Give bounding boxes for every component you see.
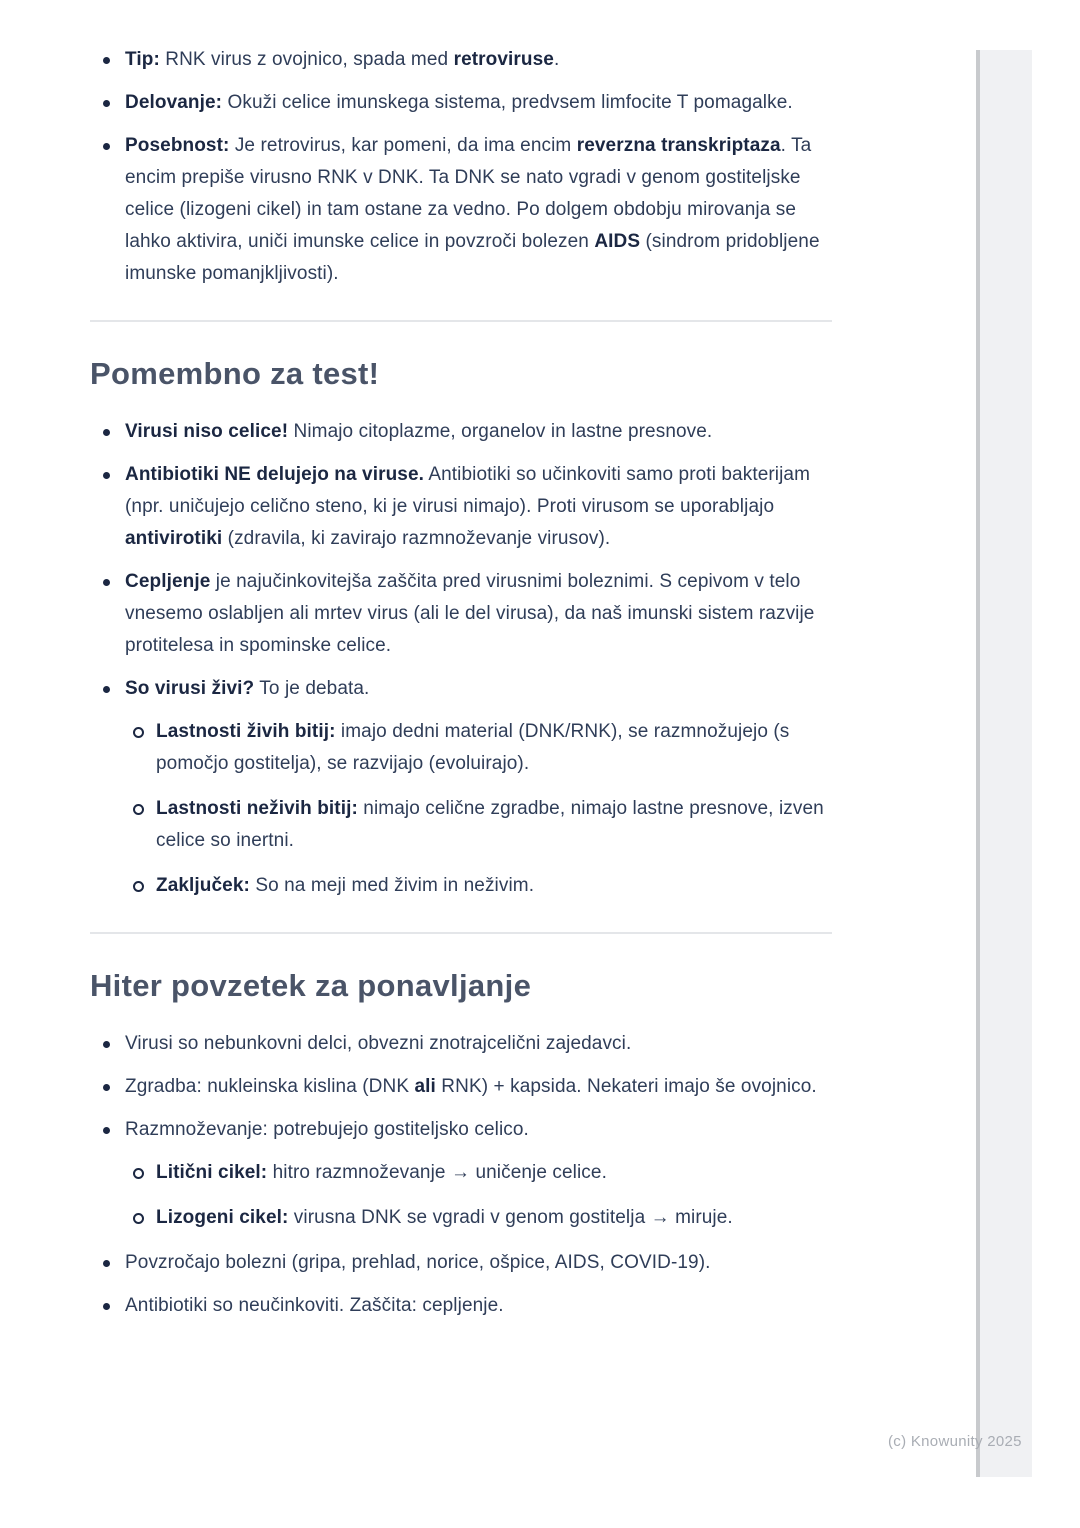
copyright-watermark: (c) Knowunity 2025	[888, 1433, 1022, 1450]
section-pomembno-za-test	[90, 356, 832, 902]
list-item	[90, 1247, 832, 1279]
list-item-text: Litični cikel: hitro razmnoževanje → uničenje celice.	[156, 1162, 607, 1183]
disc-bullet-icon	[103, 143, 110, 150]
list-item	[90, 130, 832, 290]
list-item	[90, 793, 832, 857]
list-item-text: Lizogeni cikel: virusna DNK se vgradi v genom gostitelja → miruje.	[156, 1207, 733, 1228]
list-item-text: Virusi so nebunkovni delci, obvezni znotrajcelični zajedavci.	[125, 1033, 632, 1054]
section-heading: Pomembno za test!	[90, 356, 380, 391]
disc-bullet-icon	[103, 1127, 110, 1134]
circle-bullet-icon	[133, 1213, 144, 1224]
list-item	[90, 87, 832, 119]
disc-bullet-icon	[103, 57, 110, 64]
circle-bullet-icon	[133, 881, 144, 892]
list-item	[90, 1202, 832, 1234]
list-item	[90, 1290, 832, 1322]
list-item-text: Virusi niso celice! Nimajo citoplazme, organelov in lastne presnove.	[125, 421, 713, 442]
disc-bullet-icon	[103, 579, 110, 586]
circle-bullet-icon	[133, 1168, 144, 1179]
list-item	[90, 1071, 832, 1103]
section-list	[90, 1028, 832, 1322]
intro-list	[90, 44, 832, 290]
list-item	[90, 459, 832, 555]
list-item-text: Tip: RNK virus z ovojnico, spada med retroviruse.	[125, 49, 560, 70]
list-item	[90, 716, 832, 780]
list-item-text: Cepljenje je najučinkovitejša zaščita pred virusnimi boleznimi. S cepivom v telo vnesemo oslabljen ali mrtev virus (ali le del virusa), da naš imunski sistem razvije protitelesa in spominske celice.	[125, 571, 815, 656]
list-item-text: Povzročajo bolezni (gripa, prehlad, norice, ošpice, AIDS, COVID-19).	[125, 1252, 711, 1273]
document-content	[90, 0, 832, 1333]
list-item-text: Antibiotiki so neučinkoviti. Zaščita: cepljenje.	[125, 1295, 504, 1316]
section-heading: Hiter povzetek za ponavljanje	[90, 968, 532, 1003]
list-item	[90, 673, 832, 705]
list-item	[90, 1114, 832, 1146]
disc-bullet-icon	[103, 1041, 110, 1048]
list-item-text: Razmnoževanje: potrebujejo gostiteljsko celico.	[125, 1119, 529, 1140]
circle-bullet-icon	[133, 727, 144, 738]
list-item	[90, 1028, 832, 1060]
section-divider	[90, 320, 832, 322]
side-scrollbar-track[interactable]	[976, 50, 1032, 1477]
disc-bullet-icon	[103, 100, 110, 107]
disc-bullet-icon	[103, 472, 110, 479]
list-item-text: Antibiotiki NE delujejo na viruse. Antibiotiki so učinkoviti samo proti bakterijam (npr. uničujejo celično steno, ki je virusi nimajo). Proti virusom se uporabljajo antivirotiki (zdravila, ki zavirajo razmnoževanje virusov).	[125, 464, 811, 549]
section-list	[90, 416, 832, 902]
list-item	[90, 44, 832, 76]
disc-bullet-icon	[103, 1084, 110, 1091]
disc-bullet-icon	[103, 429, 110, 436]
list-item-text: Posebnost: Je retrovirus, kar pomeni, da ima encim reverzna transkriptaza. Ta encim prepiše virusno RNK v DNK. Ta DNK se nato vgradi v genom gostiteljske celice (lizogeni cikel) in tam ostane za vedno. Po dolgem obdobju mirovanja se lahko aktivira, uniči imunske celice in povzroči bolezen AIDS (sindrom pridobljene imunske pomanjkljivosti).	[125, 135, 820, 284]
disc-bullet-icon	[103, 686, 110, 693]
list-item	[90, 566, 832, 662]
list-item-text: Zgradba: nukleinska kislina (DNK ali RNK) + kapsida. Nekateri imajo še ovojnico.	[125, 1076, 817, 1097]
list-item	[90, 1157, 832, 1189]
list-item-text: Zaključek: So na meji med živim in neživim.	[156, 875, 535, 896]
disc-bullet-icon	[103, 1303, 110, 1310]
list-item-text: So virusi živi? To je debata.	[125, 678, 370, 699]
list-item	[90, 416, 832, 448]
disc-bullet-icon	[103, 1260, 110, 1267]
list-item-text: Lastnosti živih bitij: imajo dedni material (DNK/RNK), se razmnožujejo (s pomočjo gostitelja), se razvijajo (evoluirajo).	[156, 721, 790, 774]
list-item	[90, 870, 832, 902]
section-divider	[90, 932, 832, 934]
section-hiter-povzetek	[90, 968, 832, 1322]
list-item-text: Delovanje: Okuži celice imunskega sistema, predvsem limfocite T pomagalke.	[125, 92, 793, 113]
circle-bullet-icon	[133, 804, 144, 815]
list-item-text: Lastnosti neživih bitij: nimajo celične zgradbe, nimajo lastne presnove, izven celice so inertni.	[156, 798, 824, 851]
